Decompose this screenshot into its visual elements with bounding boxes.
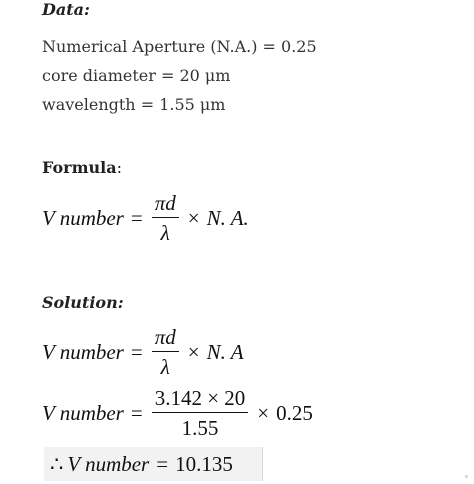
formula-heading [42,158,122,177]
step2-equals: = [130,400,143,425]
solution-step1-equation [42,325,244,379]
step2-numerator: 3.142 × 20 [152,386,249,413]
step1-numerator: πd [152,325,179,352]
final-answer-equation [50,452,233,477]
therefore-symbol: ∴ [50,452,64,476]
step2-rhs: 0.25 [276,400,313,425]
step1-equals: = [130,339,143,364]
formula-rhs: N. A. [206,205,249,230]
formula-heading-colon: : [116,158,122,177]
formula-lhs: V number [42,205,124,230]
solution-heading: Solution: [42,293,124,312]
data-line-wavelength: wavelength = 1.55 μm [42,95,226,114]
step1-fraction [152,325,179,379]
step2-times: × [257,400,270,425]
step1-times: × [187,339,200,364]
formula-numerator: πd [152,191,179,218]
data-line-numerical-aperture: Numerical Aperture (N.A.) = 0.25 [42,37,317,56]
step2-lhs: V number [42,400,124,425]
data-heading: Data: [42,0,90,19]
step2-denominator: 1.55 [181,416,219,441]
solution-step2-equation [42,386,313,440]
formula-equation [42,191,249,245]
final-value: 10.135 [175,452,233,476]
formula-denominator: λ [160,221,170,246]
final-lhs: V number [67,452,150,476]
step1-denominator: λ [160,355,170,380]
final-equals: = [156,452,169,476]
data-line-core-diameter: core diameter = 20 μm [42,66,231,85]
step1-rhs: N. A [206,339,244,364]
formula-equals: = [130,205,143,230]
formula-heading-word: Formula [42,158,117,177]
corner-mark [465,475,468,478]
formula-times: × [187,205,200,230]
formula-fraction [152,191,179,245]
step2-fraction [152,386,249,440]
step1-lhs: V number [42,339,124,364]
